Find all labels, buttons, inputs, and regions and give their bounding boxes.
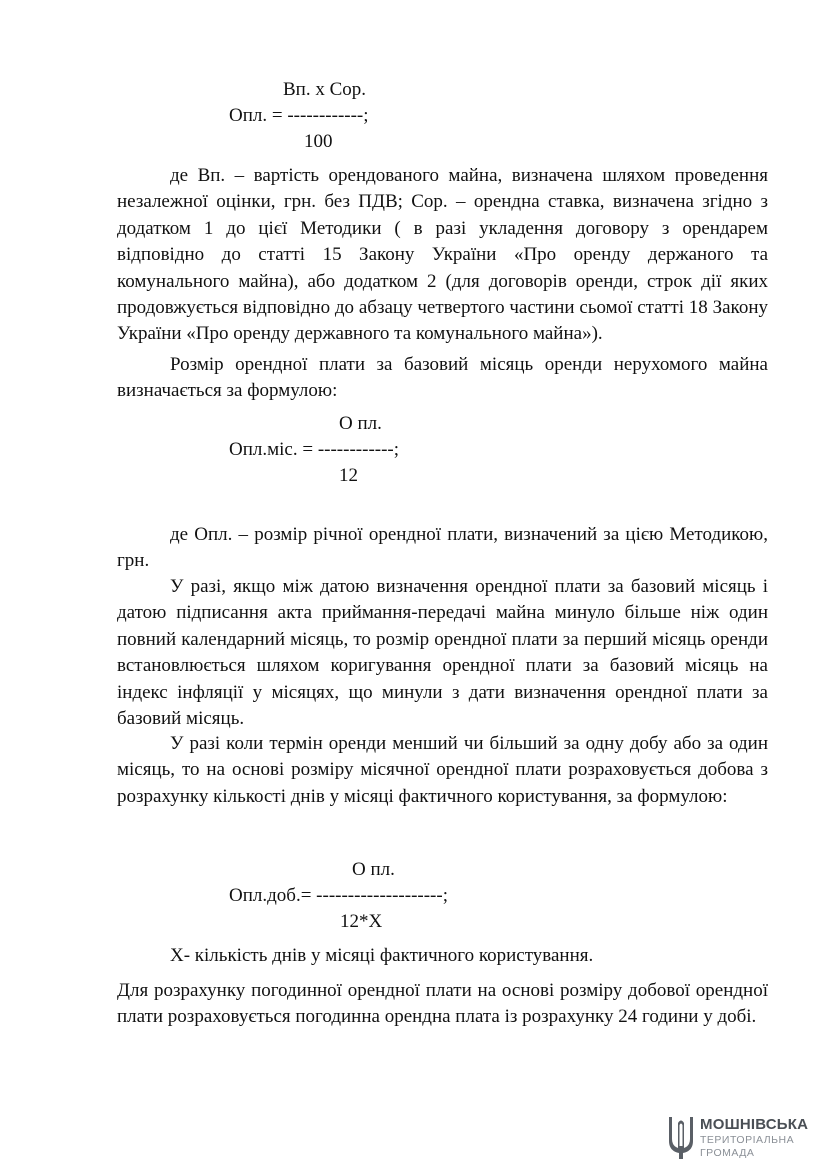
formula2-numerator: О пл.: [339, 413, 382, 434]
logo-line2: ТЕРИТОРІАЛЬНА: [700, 1134, 795, 1146]
logo-line3: ГРОМАДА: [700, 1147, 755, 1159]
formula3-denominator: 12*Х: [340, 911, 383, 932]
paragraph-base-month: Розмір орендної плати за базовий місяць оренди нерухомого майна визначається за формулою:: [117, 354, 768, 402]
formula3-numerator: О пл.: [352, 859, 395, 880]
formula2-lhs: Опл.міс. = ------------;: [229, 439, 400, 460]
paragraph-definition-opl: де Опл. – розмір річної орендної плати, визначений за цією Методикою, грн.: [117, 524, 768, 572]
formula1-lhs: Опл. = ------------;: [229, 105, 369, 126]
formula1-denominator: 100: [304, 131, 333, 152]
trident-icon: [666, 1113, 696, 1161]
formula3-lhs: Опл.доб.= --------------------;: [229, 885, 448, 906]
logo-line1: МОШНІВСЬКА: [700, 1116, 809, 1133]
formula2-denominator: 12: [339, 465, 358, 486]
paragraph-hourly: Для розрахунку погодинної орендної плати на основі розміру добової орендної плати розраховується погодинна орендна плата із розрахунку 24 години у добі.: [117, 980, 768, 1028]
paragraph-definition-vp: де Вп. – вартість орендованого майна, визначена шляхом проведення незалежної оцінки, грн. без ПДВ; Сор. – орендна ставка, визначена згідно з додатком 1 до цієї Методики ( в разі укладення договору з орендарем відповідно до статті 15 Закону України «Про оренду держаного та комунального майна), або додатком 2 (для договорів оренди, строк дії яких продовжується відповідно до абзацу четвертого частини сьомої статті 18 Закону України «Про оренду державного та комунального майна»).: [117, 165, 768, 345]
paragraph-inflation: У разі, якщо між датою визначення орендної плати за базовий місяць і датою підписання акта приймання-передачі майна минуло більше ніж один повний календарний місяць, то розмір орендної плати за перший місяць оренди встановлюється шляхом коригування орендної плати за базовий місяць на індекс інфляції у місяцях, що минули з дати визначення орендної плати за базовий місяць.: [117, 576, 768, 730]
formula1-numerator: Вп. х Сор.: [283, 79, 367, 100]
community-logo: [666, 1113, 816, 1163]
paragraph-days-definition: Х- кількість днів у місяці фактичного користування.: [170, 945, 594, 966]
paragraph-daily: У разі коли термін оренди менший чи більший за одну добу або за один місяць, то на основі розміру місячної орендної плати розраховується добова з розрахунку кількості днів у місяці фактичного користування, за формулою:: [117, 733, 768, 807]
